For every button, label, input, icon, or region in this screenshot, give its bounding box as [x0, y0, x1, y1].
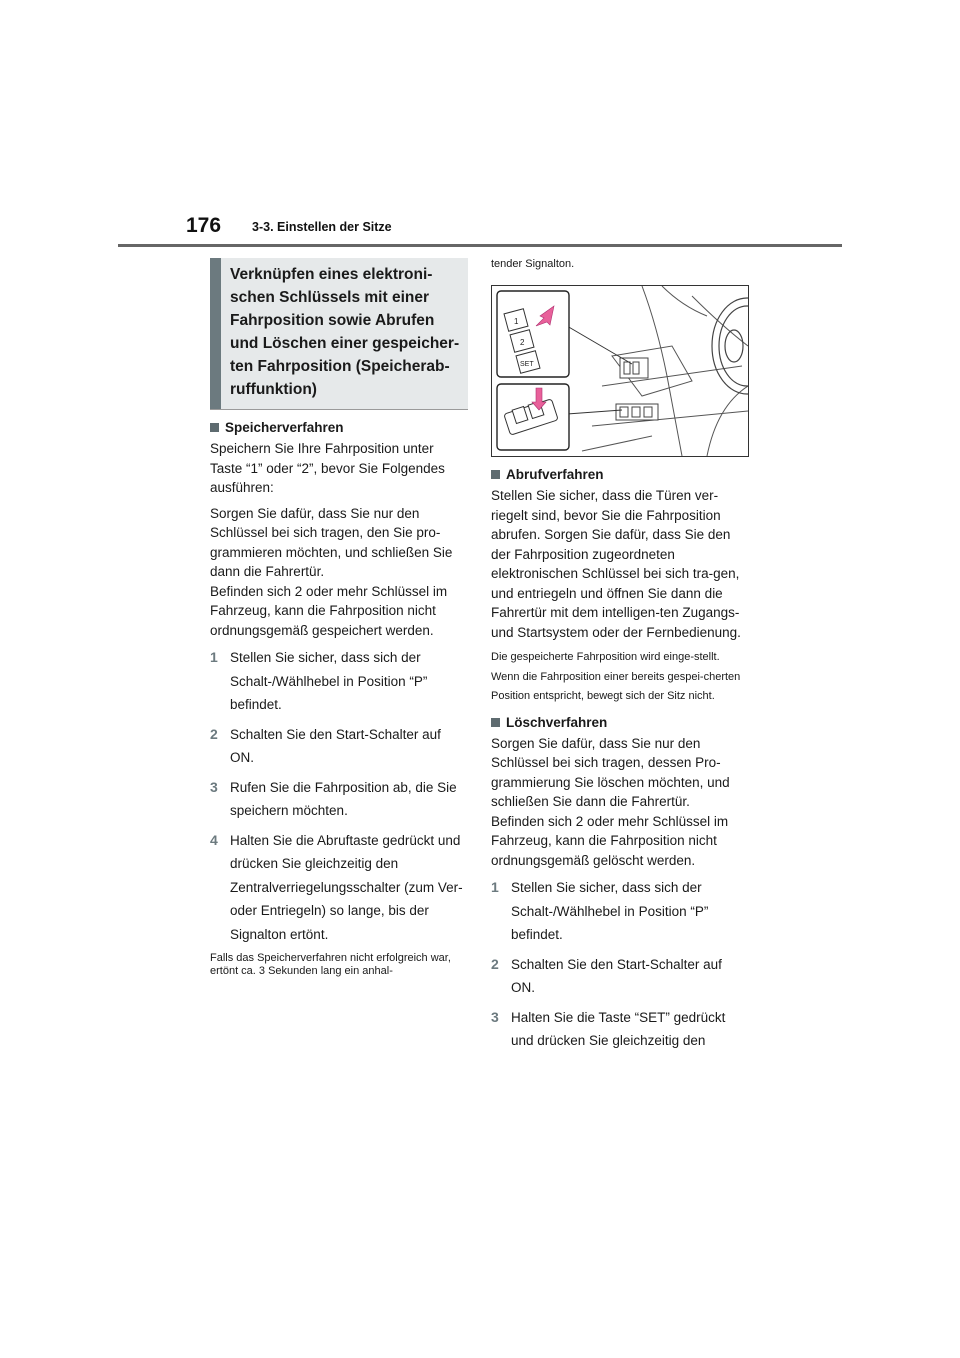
section-title-line: schen Schlüssels mit einer [230, 289, 430, 306]
step-item [491, 1006, 749, 1053]
paragraph: Befinden sich 2 oder mehr Schlüssel im Fahrzeug, kann die Fahrposition nicht ordnungsgemäß gespeichert werden. [210, 583, 448, 638]
subhead-label: Speicherverfahren [225, 420, 344, 435]
left-column [210, 258, 468, 982]
section-title-line: Verknüpfen eines elektroni- [230, 266, 433, 283]
step-text: Stellen Sie sicher, dass sich der Schalt-/Wählhebel in Position “P” befindet. [511, 880, 709, 942]
inset-lock-switch [497, 384, 569, 450]
step-number: 4 [210, 831, 218, 848]
page-number: 176 [186, 214, 222, 237]
step-number: 3 [210, 778, 218, 795]
bullet-square-icon [210, 423, 219, 432]
subhead-recall [491, 467, 749, 482]
step-item [210, 723, 468, 770]
subhead-label: Löschverfahren [506, 714, 608, 730]
subhead-label: Abrufverfahren [506, 467, 604, 482]
subhead-store [210, 420, 468, 435]
step-item [491, 876, 749, 947]
note-continuation: tender Signalton. [491, 258, 575, 270]
step-number: 2 [491, 955, 499, 972]
section-title-box [210, 258, 468, 409]
chapter-title: 3-3. Einstellen der Sitze [252, 220, 392, 234]
step-item [210, 776, 468, 823]
step-item [210, 646, 468, 717]
subhead-delete [491, 715, 749, 730]
step-text: Stellen Sie sicher, dass sich der Schalt-/Wählhebel in Position “P” befindet. [230, 650, 428, 712]
button-label-1: 1 [514, 317, 519, 326]
step-item [210, 829, 468, 947]
step-item [491, 953, 749, 1000]
step-number: 1 [210, 649, 218, 665]
section-title-line: ten Fahrposition (Speicherab- [230, 358, 450, 375]
door-switch-drawing [492, 286, 748, 456]
step-text: Schalten Sie den Start-Schalter auf ON. [511, 956, 722, 995]
step-number: 3 [491, 1008, 499, 1025]
note: Wenn die Fahrposition einer bereits gespei-cherten Position entspricht, bewegt sich der Sitz nicht. [491, 670, 741, 702]
section-divider [210, 409, 468, 410]
step-text: Halten Sie die Taste “SET” gedrückt und drücken Sie gleichzeitig den [511, 1009, 726, 1048]
right-column [491, 258, 749, 1059]
section-title-line: ruffunktion) [230, 381, 317, 398]
step-text: Halten Sie die Abruftaste gedrückt und drücken Sie gleichzeitig den Zentralverriegelungsschalter (zum Ver- oder Entriegeln) so lange, bis der Signalton ertönt. [230, 832, 463, 942]
section-title-line: Fahrposition sowie Abrufen [230, 312, 435, 329]
button-label-set: SET [520, 361, 534, 368]
paragraph: Sorgen Sie dafür, dass Sie nur den Schlüssel bei sich tragen, dessen Pro-grammierung Sie löschen möchten, und schließen Sie dann die Fahrertür. [491, 735, 730, 809]
paragraph: Stellen Sie sicher, dass die Türen ver-riegelt sind, bevor Sie die Fahrposition abrufen. Sorgen Sie dafür, dass Sie den der Fahrposition zugeordneten elektronischen Schlüssel bei sich tra-gen, und entriegeln und öffnen Sie dann die Fahrertür mit dem intelligen-ten Zugangs- und Startsystem oder der Fernbedienung. [491, 488, 741, 640]
step-text: Schalten Sie den Start-Schalter auf ON. [230, 726, 441, 765]
paragraph: Befinden sich 2 oder mehr Schlüssel im Fahrzeug, kann die Fahrposition nicht ordnungsgemäß gelöscht werden. [491, 813, 729, 868]
inset-memory-buttons [497, 291, 569, 377]
paragraph: Speichern Sie Ihre Fahrposition unter Taste “1” oder “2”, bevor Sie Folgendes ausführen: [210, 441, 445, 495]
note: Die gespeicherte Fahrposition wird einge-stellt. [491, 651, 720, 663]
note: Falls das Speicherverfahren nicht erfolgreich war, ertönt ca. 3 Sekunden lang ein anhal- [210, 952, 451, 977]
step-number: 2 [210, 725, 218, 742]
section-title-line: und Löschen einer gespeicher- [230, 335, 460, 352]
paragraph: Sorgen Sie dafür, dass Sie nur den Schlüssel bei sich tragen, den Sie pro-grammieren möchten, und schließen Sie dann die Fahrertür. [210, 505, 453, 579]
steering-wheel-icon [712, 298, 748, 394]
header-rule [118, 244, 842, 247]
figure-door-switch-illustration [491, 285, 749, 457]
bullet-square-icon [491, 470, 500, 479]
button-label-2: 2 [520, 338, 525, 347]
step-number: 1 [491, 879, 499, 895]
bullet-square-icon [491, 718, 500, 727]
step-text: Rufen Sie die Fahrposition ab, die Sie speichern möchten. [230, 779, 457, 818]
